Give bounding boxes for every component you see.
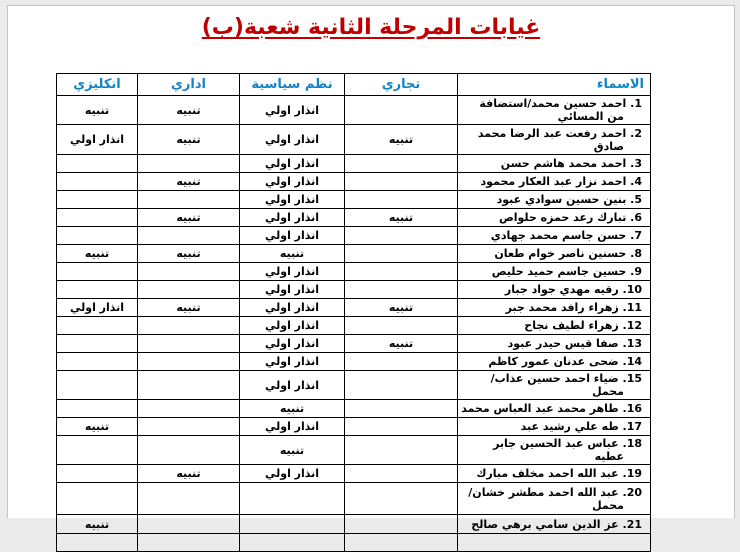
administrative-grade-cell — [138, 436, 240, 465]
administrative-grade-cell — [138, 335, 240, 353]
commercial-grade-cell: تنبيه — [345, 299, 458, 317]
political-systems-grade-cell — [240, 515, 345, 534]
administrative-grade-cell: تنبيه — [138, 96, 240, 125]
political-systems-grade-cell: تنبيه — [240, 400, 345, 418]
administrative-grade-cell: تنبيه — [138, 173, 240, 191]
student-row — [57, 465, 651, 483]
commercial-grade-cell — [345, 483, 458, 515]
commercial-grade-cell — [345, 436, 458, 465]
student-row — [57, 245, 651, 263]
student-row — [57, 191, 651, 209]
student-row — [57, 173, 651, 191]
administrative-grade-cell: تنبيه — [138, 299, 240, 317]
administrative-grade-cell — [138, 191, 240, 209]
column-header-political-systems: نظم سياسية — [240, 74, 345, 96]
political-systems-grade-cell: انذار اولي — [240, 155, 345, 173]
student-name-cell: 4. احمد نزار عبد العكار محمود — [458, 173, 651, 191]
administrative-grade-cell: تنبيه — [138, 465, 240, 483]
student-name-cell: 1. احمد حسين محمد/استضافة من المسائي — [458, 96, 651, 125]
political-systems-grade-cell: انذار اولي — [240, 281, 345, 299]
political-systems-grade-cell: انذار اولي — [240, 335, 345, 353]
student-row — [57, 436, 651, 465]
political-systems-grade-cell: انذار اولي — [240, 227, 345, 245]
student-name-cell: 18. عباس عبد الحسين جابر عطيه — [458, 436, 651, 465]
student-name-cell: 5. بنين حسين سوادي عبود — [458, 191, 651, 209]
student-name-cell: 10. رقيه مهدي جواد جبار — [458, 281, 651, 299]
political-systems-grade-cell — [240, 534, 345, 552]
student-row — [57, 227, 651, 245]
english-grade-cell — [57, 436, 138, 465]
english-grade-cell — [57, 281, 138, 299]
student-row — [57, 353, 651, 371]
administrative-grade-cell — [138, 515, 240, 534]
administrative-grade-cell — [138, 483, 240, 515]
english-grade-cell — [57, 227, 138, 245]
student-name-cell: 9. حسين جاسم حميد حليص — [458, 263, 651, 281]
administrative-grade-cell — [138, 263, 240, 281]
english-grade-cell — [57, 353, 138, 371]
administrative-grade-cell — [138, 418, 240, 436]
student-row — [57, 263, 651, 281]
commercial-grade-cell — [345, 263, 458, 281]
header-row — [57, 74, 651, 96]
student-row — [57, 125, 651, 155]
commercial-grade-cell: تنبيه — [345, 209, 458, 227]
political-systems-grade-cell: تنبيه — [240, 245, 345, 263]
political-systems-grade-cell: انذار اولي — [240, 353, 345, 371]
political-systems-grade-cell: انذار اولي — [240, 263, 345, 281]
student-row — [57, 281, 651, 299]
commercial-grade-cell — [345, 155, 458, 173]
student-name-cell: 19. عبد الله احمد مخلف مبارك — [458, 465, 651, 483]
english-grade-cell — [57, 335, 138, 353]
english-grade-cell — [57, 534, 138, 552]
administrative-grade-cell — [138, 227, 240, 245]
student-row — [57, 209, 651, 227]
political-systems-grade-cell: انذار اولي — [240, 371, 345, 400]
student-row — [57, 335, 651, 353]
commercial-grade-cell — [345, 353, 458, 371]
commercial-grade-cell: تنبيه — [345, 125, 458, 155]
student-row — [57, 371, 651, 400]
student-name-cell — [458, 534, 651, 552]
column-header-english: انكليزي — [57, 74, 138, 96]
student-row — [57, 155, 651, 173]
student-row — [57, 317, 651, 335]
english-grade-cell: تنبيه — [57, 418, 138, 436]
political-systems-grade-cell: انذار اولي — [240, 299, 345, 317]
column-header-commercial: تجاري — [345, 74, 458, 96]
column-header-administrative: اداري — [138, 74, 240, 96]
student-row — [57, 299, 651, 317]
student-row — [57, 418, 651, 436]
administrative-grade-cell — [138, 400, 240, 418]
english-grade-cell: انذار اولي — [57, 299, 138, 317]
english-grade-cell — [57, 209, 138, 227]
political-systems-grade-cell: انذار اولي — [240, 125, 345, 155]
student-name-cell: 15. ضياء احمد حسين عذاب/ محمل — [458, 371, 651, 400]
commercial-grade-cell — [345, 317, 458, 335]
political-systems-grade-cell — [240, 483, 345, 515]
political-systems-grade-cell: انذار اولي — [240, 418, 345, 436]
english-grade-cell — [57, 263, 138, 281]
political-systems-grade-cell: انذار اولي — [240, 191, 345, 209]
commercial-grade-cell — [345, 400, 458, 418]
student-row — [57, 534, 651, 552]
administrative-grade-cell — [138, 281, 240, 299]
commercial-grade-cell — [345, 227, 458, 245]
english-grade-cell — [57, 400, 138, 418]
commercial-grade-cell — [345, 173, 458, 191]
political-systems-grade-cell: انذار اولي — [240, 209, 345, 227]
commercial-grade-cell: تنبيه — [345, 335, 458, 353]
political-systems-grade-cell: انذار اولي — [240, 465, 345, 483]
student-name-cell: 2. احمد رفعت عبد الرضا محمد صادق — [458, 125, 651, 155]
english-grade-cell — [57, 371, 138, 400]
student-name-cell: 17. طه علي رشيد عبد — [458, 418, 651, 436]
commercial-grade-cell — [345, 418, 458, 436]
english-grade-cell — [57, 191, 138, 209]
administrative-grade-cell — [138, 317, 240, 335]
english-grade-cell: تنبيه — [57, 245, 138, 263]
student-name-cell: 3. احمد محمد هاشم حسن — [458, 155, 651, 173]
student-name-cell: 7. حسن جاسم محمد جهادي — [458, 227, 651, 245]
student-row — [57, 96, 651, 125]
commercial-grade-cell — [345, 371, 458, 400]
administrative-grade-cell: تنبيه — [138, 125, 240, 155]
political-systems-grade-cell: تنبيه — [240, 436, 345, 465]
student-row — [57, 515, 651, 534]
student-row — [57, 483, 651, 515]
administrative-grade-cell: تنبيه — [138, 245, 240, 263]
student-name-cell: 8. حسنين ناصر خوام طعان — [458, 245, 651, 263]
student-name-cell: 16. طاهر محمد عبد العباس محمد — [458, 400, 651, 418]
english-grade-cell — [57, 317, 138, 335]
english-grade-cell: انذار اولي — [57, 125, 138, 155]
english-grade-cell — [57, 173, 138, 191]
commercial-grade-cell — [345, 245, 458, 263]
column-header-names: الاسماء — [458, 74, 651, 96]
administrative-grade-cell — [138, 371, 240, 400]
student-name-cell: 6. تبارك رعد حمزه حلواص — [458, 209, 651, 227]
student-name-cell: 13. صفا قيس حيدر عبود — [458, 335, 651, 353]
student-row — [57, 400, 651, 418]
administrative-grade-cell: تنبيه — [138, 209, 240, 227]
commercial-grade-cell — [345, 534, 458, 552]
student-name-cell: 14. ضحى عدنان عمور كاظم — [458, 353, 651, 371]
administrative-grade-cell — [138, 353, 240, 371]
commercial-grade-cell — [345, 96, 458, 125]
commercial-grade-cell — [345, 281, 458, 299]
commercial-grade-cell — [345, 191, 458, 209]
english-grade-cell — [57, 465, 138, 483]
page-title: غيابات المرحلة الثانية شعبة(ب) — [201, 15, 541, 40]
english-grade-cell — [57, 483, 138, 515]
english-grade-cell: تنبيه — [57, 96, 138, 125]
administrative-grade-cell — [138, 155, 240, 173]
administrative-grade-cell — [138, 534, 240, 552]
document-page — [7, 5, 735, 531]
political-systems-grade-cell: انذار اولي — [240, 173, 345, 191]
english-grade-cell — [57, 155, 138, 173]
student-name-cell: 11. زهراء رافد محمد جبر — [458, 299, 651, 317]
student-name-cell: 20. عبد الله احمد مطشر خشان/ محمل — [458, 483, 651, 515]
student-name-cell: 21. عز الدين سامي برهي صالح — [458, 515, 651, 534]
english-grade-cell: تنبيه — [57, 515, 138, 534]
political-systems-grade-cell: انذار اولي — [240, 96, 345, 125]
commercial-grade-cell — [345, 465, 458, 483]
commercial-grade-cell — [345, 515, 458, 534]
absence-table — [56, 73, 651, 552]
student-name-cell: 12. زهراء لطيف نجاح — [458, 317, 651, 335]
political-systems-grade-cell: انذار اولي — [240, 317, 345, 335]
